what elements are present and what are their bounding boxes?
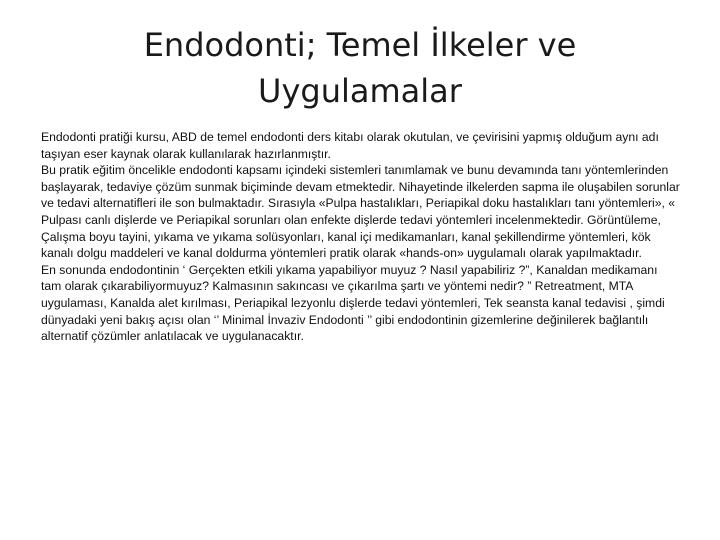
body-paragraph-intro: Endodonti pratiği kursu, ABD de temel endodonti ders kitabı olarak okutulan, ve çevirisini yapmış olduğum aynı adı taşıyan eser kaynak olarak kullanılarak hazırlanmıştır. [41,130,659,161]
slide-title-line-1: Endodonti; Temel İlkeler ve [143,26,577,64]
slide-title-line-2: Uygulamalar [258,72,462,110]
body-paragraph-content: Bu pratik eğitim öncelikle endodonti kapsamı içindeki sistemleri tanımlamak ve bunu devamında tanı yöntemlerinden başlayarak, tedaviye çözüm sunmak biçiminde devam etmektedir. Nihayetinde ilkelerden sapma ile oluşabilen sorunlar ve tedavi alternatifleri ile son bulmaktadır. Sırasıyla «Pulpa hastalıkları, Periapikal doku hastalıkları tanı yöntemleri», « Pulpası canlı dişlerde ve Periapikal sorunları olan enfekte dişlerde tedavi yöntemleri incelenmektedir. Görüntüleme, Çalışma boyu tayini, yıkama ve yıkama solüsyonları, kanal içi medikamanları, kanal şekillendirme yöntemleri, kök kanalı dolgu maddeleri ve kanal doldurma yöntemleri pratik olarak «hands-on» uygulamalı olarak yapılmaktadır. [41,163,680,261]
slide-body [41,129,681,345]
slide-title [60,22,660,114]
body-paragraph-conclusion: En sonunda endodontinin ‘ Gerçekten etkili yıkama yapabiliyor muyuz ? Nasıl yapabiliriz ?”, Kanaldan medikamanı tam olarak çıkarabiliyormuyuz? Kalmasının sakıncası ve çıkarılma şartı ve yöntemi nedir? ” Retreatment, MTA uygulaması, Kanalda alet kırılması, Periapikal lezyonlu dişlerde tedavi yöntemleri, Tek seansta kanal tedavisi , şimdi dünyadaki yeni bakış açısı olan ‘’ Minimal İnvaziv Endodonti ’’ gibi endodontinin gizemlerine değinilerek bağlantılı alternatif çözümler anlatılacak ve uygulanacaktır. [41,262,665,344]
